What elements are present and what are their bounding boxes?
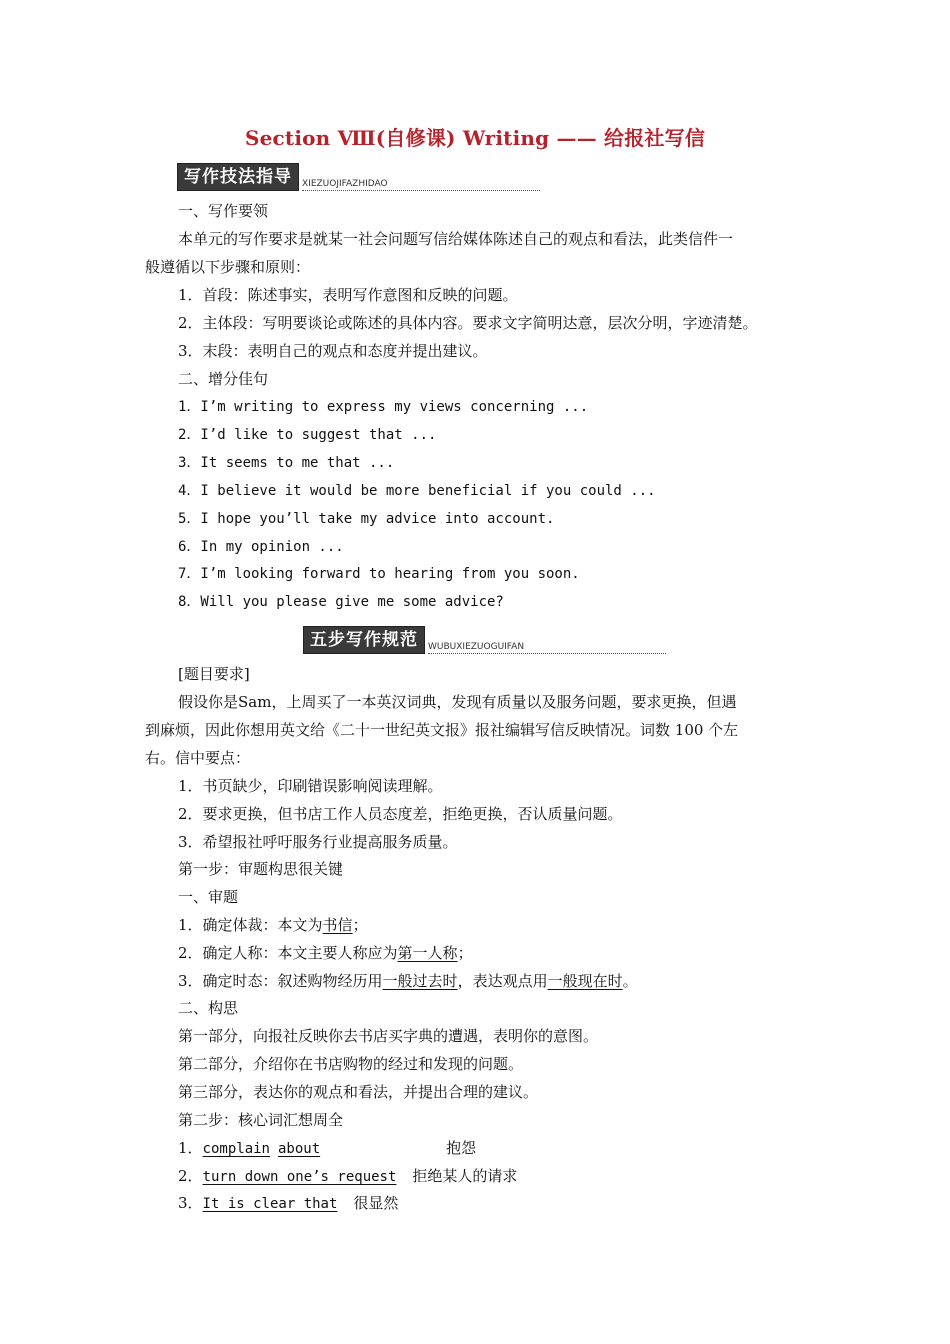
vocab-phrase: turn down one’s request: [202, 1169, 397, 1185]
banner-label: 五步写作规范: [303, 626, 425, 654]
list-item: 5．I hope you’ll take my advice into account.: [178, 511, 555, 527]
answer-text: 一般过去时: [382, 972, 458, 990]
vocab-item: [178, 1138, 476, 1159]
banner-label: 写作技法指导: [177, 163, 299, 191]
item-prefix: 3．确定时态：叙述购物经历用: [178, 972, 383, 990]
step-heading: 第二步：核心词汇想周全: [178, 1111, 344, 1129]
vocab-meaning: 拒绝某人的请求: [412, 1167, 518, 1185]
banner-pinyin: XIEZUOJIFAZHIDAO: [302, 179, 540, 191]
answer-text: 一般现在时: [547, 972, 623, 990]
answer-text: 第一人称: [397, 944, 458, 962]
item-suffix: 。: [622, 972, 638, 990]
section-heading: 二、增分佳句: [178, 370, 269, 388]
vocab-item: [178, 1193, 398, 1214]
list-item: 3．末段：表明自己的观点和态度并提出建议。: [178, 342, 488, 360]
vocab-phrase: It is clear that: [202, 1196, 338, 1212]
list-item: 4．I believe it would be more beneficial if you could ...: [178, 483, 656, 499]
vocab-meaning: 很显然: [353, 1194, 399, 1212]
section-heading: 二、构思: [178, 999, 239, 1017]
list-item: 3．It seems to me that ...: [178, 455, 395, 471]
paragraph-line: 到麻烦，因此你想用英文给《二十一世纪英文报》报社编辑写信反映情况。词数 100 个左: [145, 721, 739, 739]
list-item: 3．希望报社呼吁服务行业提高服务质量。: [178, 833, 458, 851]
paragraph-line: 般遵循以下步骤和原则：: [145, 258, 311, 276]
vocab-item: [178, 1166, 517, 1187]
item-prefix: 1．确定体裁：本文为: [178, 916, 323, 934]
section-banner-writing-skills: [177, 163, 540, 191]
paragraph-line: 第一部分，向报社反映你去书店买字典的遭遇，表明你的意图。: [178, 1027, 599, 1045]
paragraph-line: 本单元的写作要求是就某一社会问题写信给媒体陈述自己的观点和看法，此类信件一: [178, 230, 734, 248]
list-item: 2．I’d like to suggest that ...: [178, 427, 437, 443]
vocab-phrase-part: about: [277, 1141, 321, 1157]
answer-text: 书信: [322, 916, 353, 934]
vocab-number: 1．: [178, 1139, 203, 1157]
list-item: 2．主体段：写明要谈论或陈述的具体内容。要求文字简明达意，层次分明，字迹清楚。: [178, 314, 758, 332]
item-prefix: 2．确定人称：本文主要人称应为: [178, 944, 398, 962]
paragraph-line: 第三部分，表达你的观点和看法，并提出合理的建议。: [178, 1083, 539, 1101]
task-label: [题目要求]: [178, 665, 250, 683]
list-item: 7．I’m looking forward to hearing from you soon.: [178, 566, 580, 582]
vocab-meaning: 抱怨: [446, 1139, 477, 1157]
section-heading: 一、审题: [178, 888, 239, 906]
vocab-phrase: complain: [202, 1141, 270, 1157]
page-title: Section Ⅷ(自修课) Writing —— 给报社写信: [244, 126, 706, 150]
list-item: 2．要求更换，但书店工作人员态度差，拒绝更换，否认质量问题。: [178, 805, 623, 823]
list-item: 1．首段：陈述事实，表明写作意图和反映的问题。: [178, 286, 518, 304]
banner-pinyin: WUBUXIEZUOGUIFAN: [428, 642, 666, 654]
list-item: [178, 943, 473, 963]
section-banner-five-steps: [303, 626, 666, 654]
item-suffix: ；: [352, 916, 368, 934]
list-item: 8．Will you please give me some advice?: [178, 594, 504, 610]
list-item: 1．I’m writing to express my views concerning ...: [178, 399, 589, 415]
list-item: 6．In my opinion ...: [178, 539, 344, 555]
vocab-number: 3．: [178, 1194, 203, 1212]
paragraph-line: 第二部分，介绍你在书店购物的经过和发现的问题。: [178, 1055, 524, 1073]
item-mid: ，表达观点用: [457, 972, 548, 990]
vocab-number: 2．: [178, 1167, 203, 1185]
list-item: [178, 971, 638, 991]
paragraph-line: 假设你是Sam，上周买了一本英汉词典，发现有质量以及服务问题，要求更换，但遇: [178, 693, 737, 711]
item-suffix: ；: [457, 944, 473, 962]
list-item: 1．书页缺少，印刷错误影响阅读理解。: [178, 777, 443, 795]
paragraph-line: 右。信中要点：: [145, 749, 251, 767]
list-item: [178, 915, 368, 935]
section-heading: 一、写作要领: [178, 202, 269, 220]
step-heading: 第一步：审题构思很关键: [178, 860, 344, 878]
